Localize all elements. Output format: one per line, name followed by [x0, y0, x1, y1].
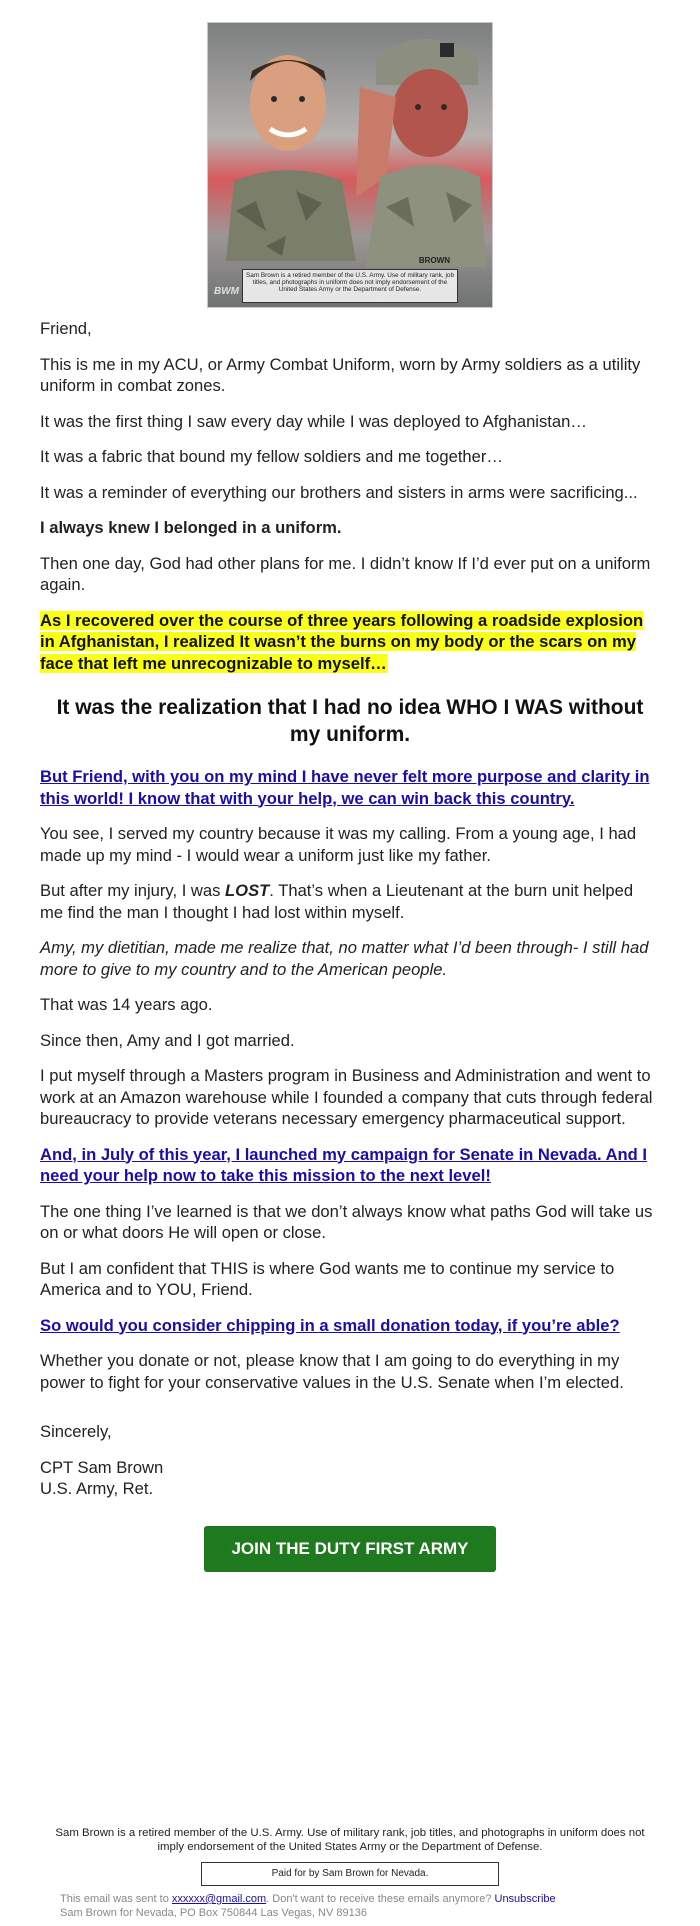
- cta-container: [40, 1526, 660, 1572]
- bold-statement: I always knew I belonged in a uniform.: [40, 518, 342, 537]
- headline: It was the realization that I had no idea WHO I WAS without my uniform.: [56, 696, 644, 746]
- paragraph: Then one day, God had other plans for me. I didn’t know If I’d ever put on a uniform again.: [40, 553, 651, 594]
- footer-disclaimer: Sam Brown is a retired member of the U.S. Army. Use of military rank, job titles, and photographs in uniform does not imply endorsement of the United States Army or the Department of Defense.: [55, 1827, 645, 1853]
- join-army-button[interactable]: JOIN THE DUTY FIRST ARMY: [204, 1526, 496, 1572]
- paragraph: [40, 880, 660, 923]
- mailing-address: Sam Brown for Nevada, PO Box 750844 Las Vegas, NV 89136: [60, 1906, 367, 1919]
- link-paragraph: [40, 1315, 660, 1337]
- donation-link[interactable]: So would you consider chipping in a small donation today, if you’re able?: [40, 1315, 620, 1335]
- hero-photo: [207, 22, 493, 308]
- paragraph: It was the first thing I saw every day while I was deployed to Afghanistan…: [40, 411, 587, 431]
- paragraph: Since then, Amy and I got married.: [40, 1030, 295, 1050]
- paragraph: This is me in my ACU, or Army Combat Uniform, worn by Army soldiers as a utility uniform in combat zones.: [40, 354, 641, 395]
- paragraph: The one thing I’ve learned is that we don’t always know what paths God will take us on or what doors He will open or close.: [40, 1201, 653, 1242]
- paragraph: That was 14 years ago.: [40, 995, 213, 1014]
- signature: [40, 1457, 660, 1500]
- watermark-logo: BWM: [214, 286, 239, 297]
- text-segment: . That’s when a Lieutenant at the burn unit helped me find the man I thought I had lost within myself.: [40, 881, 634, 922]
- sent-to-suffix: . Don't want to receive these emails anymore?: [266, 1893, 495, 1905]
- footer-smallprint: [60, 1893, 640, 1920]
- footer: [0, 1826, 700, 1920]
- link-paragraph: [40, 766, 660, 809]
- saluting-soldier-image: [356, 27, 486, 267]
- soldier-portrait-image: [226, 41, 356, 261]
- paid-for-box: Paid for by Sam Brown for Nevada.: [201, 1862, 499, 1886]
- highlighted-paragraph: [40, 610, 660, 675]
- paragraph: It was a fabric that bound my fellow soldiers and me together…: [40, 447, 504, 466]
- text-segment: But after my injury, I was: [40, 881, 226, 900]
- photo-caption: Sam Brown is a retired member of the U.S. Army. Use of military rank, job titles, and photographs in uniform does not imply endorsement of the United States Army or the Department of Defense.: [242, 269, 458, 303]
- recipient-email-link[interactable]: xxxxxx@gmail.com: [171, 1893, 267, 1905]
- uniform-nametape: BROWN: [418, 256, 450, 265]
- signature-title: U.S. Army, Ret.: [40, 1479, 154, 1498]
- unsubscribe-link[interactable]: Unsubscribe: [494, 1893, 556, 1905]
- paragraph: But I am confident that THIS is where God wants me to continue my service to America and to YOU, Friend.: [40, 1258, 615, 1299]
- campaign-link[interactable]: And, in July of this year, I launched my campaign for Senate in Nevada. And I need your help now to take this mission to the next level!: [40, 1144, 648, 1185]
- donate-link[interactable]: But Friend, with you on my mind I have never felt more purpose and clarity in this world! I know that with your help, we can win back this country.: [40, 767, 650, 808]
- emphasis-lost: LOST: [225, 881, 270, 900]
- signature-name: CPT Sam Brown: [40, 1457, 164, 1477]
- link-paragraph: [40, 1144, 660, 1187]
- paragraph: You see, I served my country because it was my calling. From a young age, I had made up my mind - I would wear a uniform just like my father.: [40, 824, 637, 865]
- sent-to-text: This email was sent to: [60, 1893, 172, 1905]
- greeting: Friend,: [40, 319, 92, 338]
- signoff: Sincerely,: [40, 1422, 112, 1441]
- italic-paragraph: Amy, my dietitian, made me realize that, no matter what I’d been through- I still had more to give to my country and to the American people.: [40, 938, 649, 979]
- email-content: [40, 0, 660, 1572]
- paragraph: I put myself through a Masters program in Business and Administration and went to work at an Amazon warehouse while I founded a company that cuts through federal bureaucracy to provide veterans necessary emergency pharmaceutical support.: [40, 1066, 653, 1128]
- paragraph: Whether you donate or not, please know that I am going to do everything in my power to fight for your conservative values in the U.S. Senate when I’m elected.: [40, 1351, 624, 1392]
- highlighted-text: As I recovered over the course of three years following a roadside explosion in Afghanistan, I realized It wasn’t the burns on my body or the scars on my face that left me unrecognizable to myself…: [40, 610, 644, 673]
- paragraph: It was a reminder of everything our brothers and sisters in arms were sacrificing...: [40, 482, 638, 502]
